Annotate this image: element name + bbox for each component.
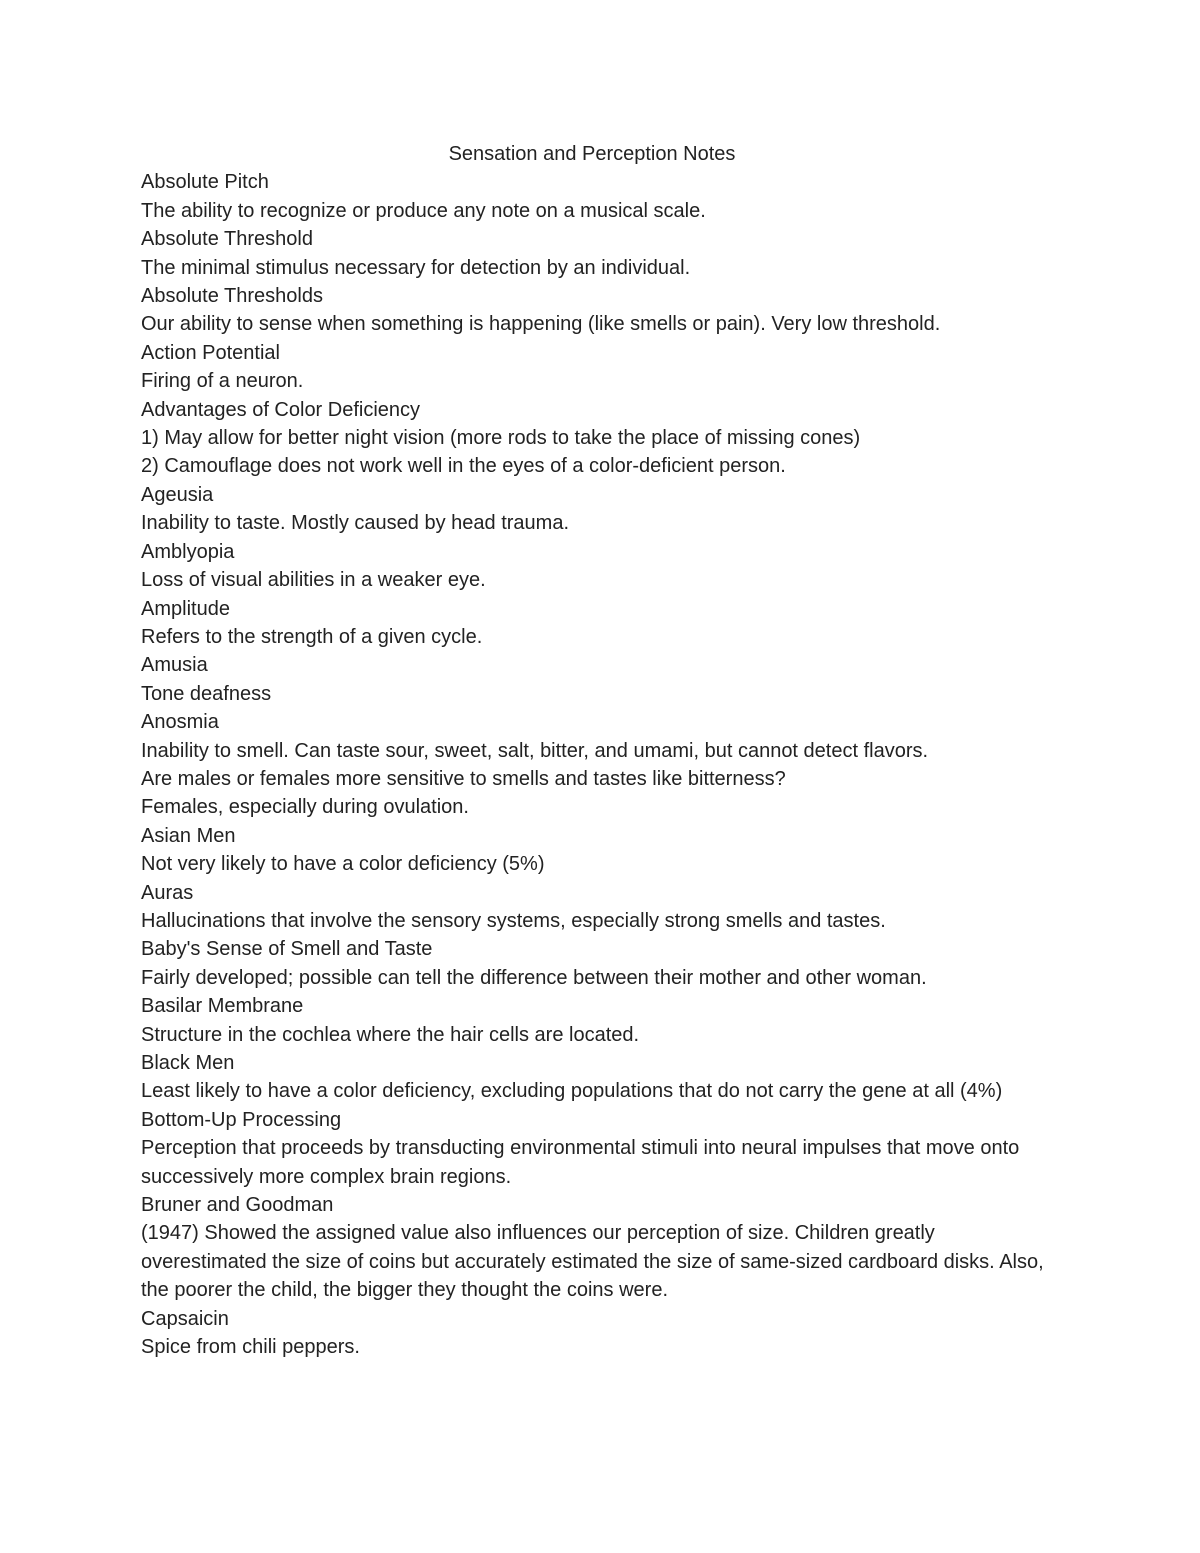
note-line: Fairly developed; possible can tell the difference between their mother and other woman. <box>141 966 927 989</box>
note-line: Structure in the cochlea where the hair cells are located. <box>141 1023 640 1046</box>
note-line: The minimal stimulus necessary for detection by an individual. <box>141 256 691 279</box>
note-line: 2) Camouflage does not work well in the eyes of a color-deficient person. <box>141 455 786 478</box>
note-line: Absolute Pitch <box>141 171 269 194</box>
notes-list <box>141 168 1051 1361</box>
note-line: Amusia <box>141 654 208 677</box>
note-line: (1947) Showed the assigned value also influences our perception of size. Children greatly overestimated the size of coins but accurately estimated the size of same-sized cardboard disks. Also, the poorer the child, the bigger they thought the coins were. <box>141 1222 1044 1302</box>
note-line: Firing of a neuron. <box>141 370 304 393</box>
note-line: Absolute Thresholds <box>141 285 323 308</box>
note-line: Hallucinations that involve the sensory systems, especially strong smells and tastes. <box>141 909 886 932</box>
note-line: Inability to taste. Mostly caused by head trauma. <box>141 512 569 535</box>
note-line: Bruner and Goodman <box>141 1194 334 1217</box>
note-line: Auras <box>141 881 194 904</box>
note-line: The ability to recognize or produce any note on a musical scale. <box>141 199 706 222</box>
note-line: Perception that proceeds by transducting environmental stimuli into neural impulses that move onto successively more complex brain regions. <box>141 1137 1020 1188</box>
note-line: 1) May allow for better night vision (more rods to take the place of missing cones) <box>141 427 861 450</box>
note-line: Least likely to have a color deficiency, excluding populations that do not carry the gene at all (4%) <box>141 1080 1003 1103</box>
note-line: Not very likely to have a color deficiency (5%) <box>141 853 545 876</box>
note-line: Amplitude <box>141 597 230 620</box>
note-line: Loss of visual abilities in a weaker eye. <box>141 569 486 592</box>
note-line: Our ability to sense when something is happening (like smells or pain). Very low threshold. <box>141 313 941 336</box>
note-line: Advantages of Color Deficiency <box>141 398 421 421</box>
note-line: Anosmia <box>141 711 219 734</box>
note-line: Asian Men <box>141 824 236 847</box>
note-line: Tone deafness <box>141 682 272 705</box>
note-line: Bottom-Up Processing <box>141 1108 342 1131</box>
note-line: Ageusia <box>141 483 214 506</box>
note-line: Capsaicin <box>141 1307 229 1330</box>
document-body <box>141 140 1051 1361</box>
note-line: Females, especially during ovulation. <box>141 796 469 819</box>
note-line: Baby's Sense of Smell and Taste <box>141 938 433 961</box>
note-line: Absolute Threshold <box>141 228 313 251</box>
note-line: Black Men <box>141 1052 235 1074</box>
note-line: Amblyopia <box>141 540 235 563</box>
document-title: Sensation and Perception Notes <box>448 143 736 165</box>
note-line: Basilar Membrane <box>141 995 304 1018</box>
note-line: Spice from chili peppers. <box>141 1336 360 1359</box>
note-line: Refers to the strength of a given cycle. <box>141 625 483 648</box>
note-line: Are males or females more sensitive to smells and tastes like bitterness? <box>141 767 786 790</box>
note-line: Inability to smell. Can taste sour, sweet, salt, bitter, and umami, but cannot detect flavors. <box>141 739 929 762</box>
note-line: Action Potential <box>141 341 280 364</box>
